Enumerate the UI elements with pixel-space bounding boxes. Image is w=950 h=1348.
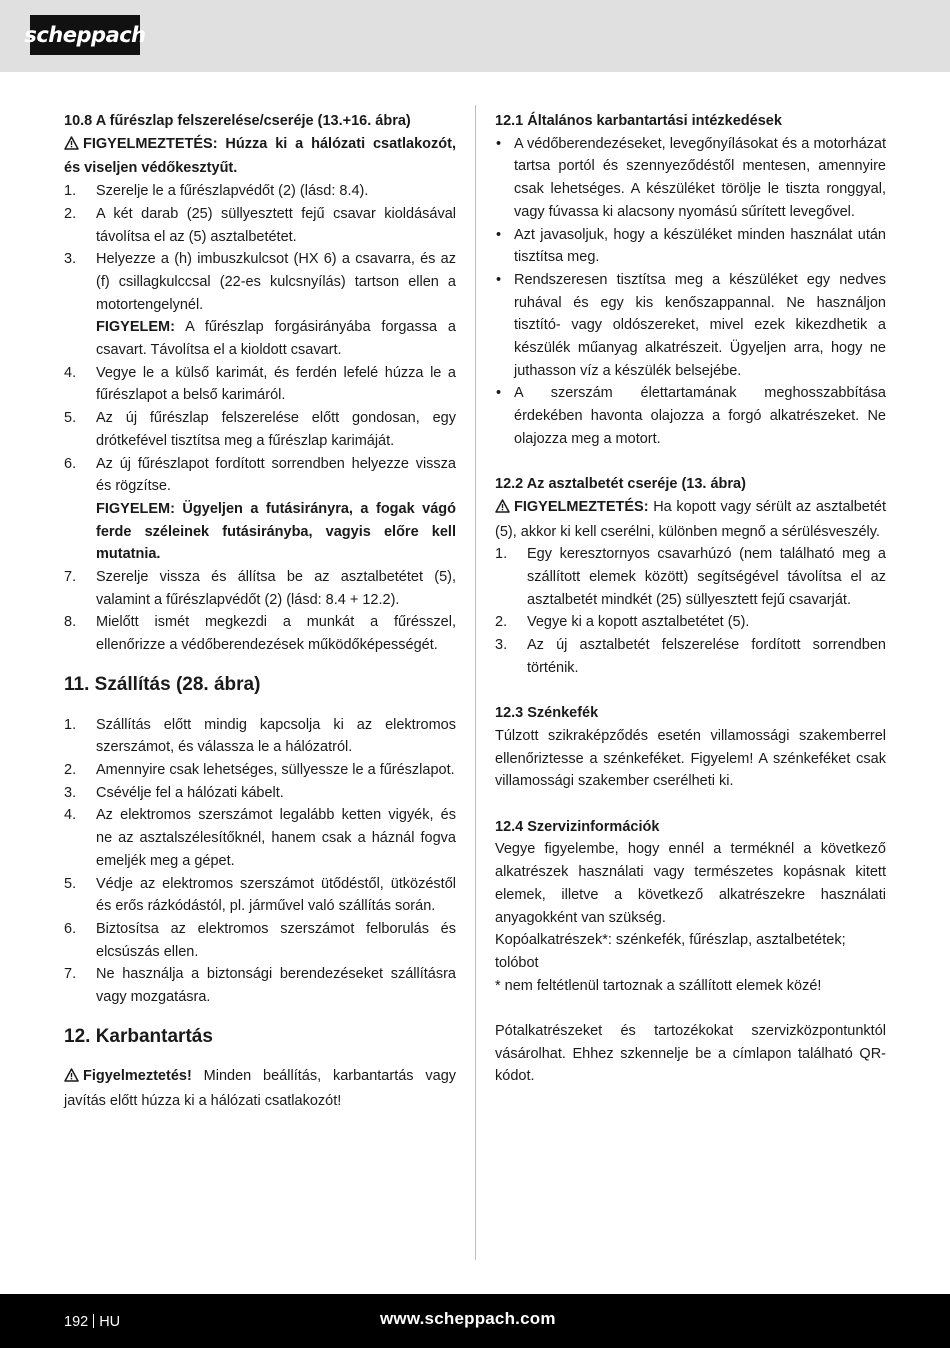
section-12-4-title: 12.4 Szervizinformációk (495, 818, 660, 835)
spare-parts-text: Pótalkatrészeket és tartozékokat szervizközpontunktól vásárolhat. Ehhez szkennelje be a címlapon található QR-kódot. (495, 1023, 886, 1085)
wear-parts-text: Kopóalkatrészek*: szénkefék, fűrészlap, asztalbetétek; tolóbot (495, 932, 846, 971)
website-link[interactable]: www.scheppach.com (380, 1309, 556, 1328)
list-item: 2. Amennyire csak lehetséges, süllyessze le a fűrészlapot. (64, 761, 455, 778)
step-text: Helyezze a (h) imbuszkulcsot (HX 6) a csavarra, és az (f) csillagkulccsal (22-es kulcsnyílás) tartson ellen a motortengelynél. (96, 251, 456, 313)
section-12-3-text: Túlzott szikraképződés esetén villamossági szakemberrel ellenőriztesse a szénkeféket. Figyelem! A szénkeféket csak villamossági szakember cserélheti ki. (495, 727, 886, 790)
note-label: FIGYELEM: (96, 319, 175, 336)
note-text: FIGYELEM: Ügyeljen a futásirányra, a fogak vágó ferde széleinek futásirányba, vagyis előre kell mutatnia. (96, 500, 456, 563)
bullet-item: • Azt javasoljuk, hogy a készüléket minden használat után tisztítsa meg. (496, 226, 886, 266)
list-item: 8. Mielőtt ismét megkezdi a munkát a fűrésszel, ellenőrizze a védőberendezések működőképességét. (64, 614, 456, 654)
bullet-text: Azt javasoljuk, hogy a készüléket minden használat után tisztítsa meg. (514, 226, 886, 266)
section-12-warning (64, 1065, 456, 1112)
list-item: 3. Helyezze a (h) imbuszkulcsot (HX 6) a csavarra, és az (f) csillagkulccsal (22-es kulcsnyílás) tartson ellen a motortengelynél. (64, 251, 456, 313)
step-text: Szerelje vissza és állítsa be az asztalbetétet (5), valamint a fűrészlapvédőt (2) (lásd: 8.4 + 12.2). (96, 569, 456, 608)
section-12-2-title: 12.2 Az asztalbetét cseréje (13. ábra) (495, 476, 746, 493)
section-12-2-warning (495, 496, 886, 543)
note-text: A fűrészlap forgásirányába forgassa a csavart. Távolítsa el a kioldott csavart. (96, 319, 456, 359)
scheppach-logo (24, 15, 146, 55)
warning-label: FIGYELMEZTETÉS: (514, 498, 649, 515)
section-12-1-title: 12.1 Általános karbantartási intézkedések (495, 113, 782, 129)
warning-icon (64, 1067, 79, 1090)
section-12-3-title: 12.3 Szénkefék (495, 705, 599, 722)
list-item: 5. Az új fűrészlap felszerelése előtt gondosan, egy drótkefével tisztítsa meg a fűrészlap karimáját. (64, 410, 456, 449)
step-text: A két darab (25) süllyesztett fejű csavar kioldásával távolítsa el az (5) asztalbetétet. (96, 205, 456, 245)
section-10-8-warning (64, 133, 456, 180)
step-text: Az új asztalbetét felszerelése fordított sorrendben történik. (527, 637, 886, 676)
bullet-item: • Rendszeresen tisztítsa meg a készüléket egy nedves ruhával és egy kis kenőszappannal. Ne használjon tisztító- vagy oldószereket, mivel ezek kikezdhetik a készülék műanyag alkatrészeit. Ügyeljen arra, hogy ne juthasson víz a készülék belsejébe. (496, 271, 886, 379)
list-item: 6. Az új fűrészlapot fordított sorrendben helyezze vissza és rögzítse. (64, 455, 456, 495)
list-item: 3. Csévélje fel a hálózati kábelt. (64, 784, 284, 801)
step-text: Védje az elektromos szerszámot ütődéstől, ütközéstől és erős rázkódástól, pl. járművel való szállítás során. (96, 875, 456, 915)
warning-label: Figyelmeztetés! (83, 1068, 192, 1085)
column-divider (475, 105, 476, 1260)
step-text: Szerelje le a fűrészlapvédőt (2) (lásd: 8.4). (96, 183, 369, 200)
footer-band (0, 1294, 950, 1348)
list-item-note (64, 498, 456, 566)
warning-icon (64, 135, 79, 158)
service-paragraph: Vegye figyelembe, hogy ennél a terméknél a következő alkatrészek használati vagy természetes kopásnak kitett elemek, illetve a következő alkatrészekre használati anyagokként van szükség. (495, 841, 886, 926)
section-11-title: 11. Szállítás (28. ábra) (64, 673, 261, 695)
bullet-item: • A szerszám élettartamának meghosszabbítása érdekében havonta olajozza a forgó alkatrészeket. Ne olajozza meg a motort. (496, 385, 886, 447)
bullet-text: Rendszeresen tisztítsa meg a készüléket egy nedves ruhával és egy kis kenőszappannal. Ne használjon tisztító- vagy oldószereket, mivel ezek kikezdhetik a készülék műanyag alkatrészeit. Ügyeljen arra, hogy ne juthasson víz a készülék belsejébe. (514, 271, 886, 379)
list-item: 2. A két darab (25) süllyesztett fejű csavar kioldásával távolítsa el az (5) asztalbetétet. (64, 205, 456, 245)
left-column (64, 110, 456, 1113)
section-10-8-title: 10.8 A fűrészlap felszerelése/cseréje (13.+16. ábra) (64, 113, 411, 129)
list-item: 4. Az elektromos szerszámot legalább ketten vigyék, és ne az asztalszélesítőknél, hanem csak a háznál fogva emeljék meg a gépet. (64, 807, 456, 869)
right-column (495, 110, 886, 1088)
bullet-item: • A védőberendezéseket, levegőnyílásokat és a motorházat tartsa portól és szennyeződéstől mentesen, amennyire csak lehetséges. A készüléket törölje le tiszta ronggyal, vagy fúvassa ki alacsony nyomású sűrített levegővel. (496, 135, 886, 220)
step-text: Egy keresztornyos csavarhúzó (nem található meg a szállított elemek között) segítségével távolítsa el az asztalbetét mindkét (25) süllyesztett fejű csavarját. (527, 546, 886, 608)
warning-icon (495, 498, 510, 521)
step-text: Az új fűrészlap felszerelése előtt gondosan, egy drótkefével tisztítsa meg a fűrészlap karimáját. (96, 410, 456, 449)
list-item: 3. Az új asztalbetét felszerelése fordított sorrendben történik. (495, 637, 886, 676)
separator (93, 1314, 94, 1328)
list-item: 1. Szerelje le a fűrészlapvédőt (2) (lásd: 8.4). (64, 183, 369, 200)
list-item: 4. Vegye le a külső karimát, és ferdén lefelé húzza le a fűrészlapot a belső karimáról. (64, 364, 456, 404)
step-text: Amennyire csak lehetséges, süllyessze le a fűrészlapot. (96, 761, 455, 778)
step-text: Szállítás előtt mindig kapcsolja ki az elektromos szerszámot, és válassza le a hálózatról. (96, 716, 456, 756)
warning-label: FIGYELMEZTETÉS: (83, 135, 218, 152)
step-text: Csévélje fel a hálózati kábelt. (96, 784, 284, 801)
list-item: 1. Szállítás előtt mindig kapcsolja ki az elektromos szerszámot, és válassza le a hálózatról. (64, 716, 456, 756)
step-text: Az új fűrészlapot fordított sorrendben helyezze vissza és rögzítse. (96, 455, 456, 495)
warning-text: Ha kopott vagy sérült az asztalbetét (5), akkor ki kell cserélni, különben megnő a sérülésveszély. (495, 498, 886, 540)
step-text: Mielőtt ismét megkezdi a munkát a fűrésszel, ellenőrizze a védőberendezések működőképességét. (96, 614, 456, 654)
logo-text: scheppach (24, 22, 146, 47)
list-item: 2. Vegye ki a kopott asztalbetétet (5). (495, 614, 750, 631)
section-12-title: 12. Karbantartás (64, 1025, 213, 1047)
step-text: Ne használja a biztonsági berendezéseket szállításra vagy mozgatásra. (96, 966, 456, 1006)
warning-text: Minden beállítás, karbantartás vagy javítás előtt húzza ki a hálózati csatlakozót! (64, 1068, 457, 1110)
step-text: Az elektromos szerszámot legalább ketten vigyék, és ne az asztalszélesítőknél, hanem csak a háznál fogva emeljék meg a gépet. (96, 807, 456, 869)
footnote-text: * nem feltétlenül tartoznak a szállított elemek közé! (495, 977, 822, 994)
step-text: Vegye le a külső karimát, és ferdén lefelé húzza le a fűrészlapot a belső karimáról. (96, 364, 456, 404)
list-item-note (64, 316, 456, 361)
list-item: 7. Szerelje vissza és állítsa be az asztalbetétet (5), valamint a fűrészlapvédőt (2) (lásd: 8.4 + 12.2). (64, 569, 456, 608)
language-code: HU (99, 1314, 121, 1330)
warning-text: Húzza ki a hálózati csatlakozót, és viseljen védőkesztyűt. (64, 135, 456, 177)
list-item: 6. Biztosítsa az elektromos szerszámot felborulás és elcsúszás ellen. (64, 920, 456, 960)
step-text: Biztosítsa az elektromos szerszámot felborulás és elcsúszás ellen. (96, 920, 456, 960)
step-text: Vegye ki a kopott asztalbetétet (5). (527, 614, 750, 631)
list-item: 7. Ne használja a biztonsági berendezéseket szállításra vagy mozgatásra. (64, 966, 456, 1006)
bullet-text: A szerszám élettartamának meghosszabbítása érdekében havonta olajozza a forgó alkatrészeket. Ne olajozza meg a motort. (514, 385, 886, 447)
page-number-value: 192 (64, 1314, 89, 1330)
page-number (64, 1311, 120, 1334)
bullet-text: A védőberendezéseket, levegőnyílásokat és a motorházat tartsa portól és szennyeződéstől mentesen, amennyire csak lehetséges. A készüléket törölje le tiszta ronggyal, vagy fúvassa ki alacsony nyomású sűrített levegővel. (514, 135, 886, 220)
list-item: 5. Védje az elektromos szerszámot ütődéstől, ütközéstől és erős rázkódástól, pl. járművel való szállítás során. (64, 875, 456, 915)
list-item: 1. Egy keresztornyos csavarhúzó (nem található meg a szállított elemek között) segítségével távolítsa el az asztalbetét mindkét (25) süllyesztett fejű csavarját. (495, 546, 886, 608)
header-band (0, 0, 950, 72)
